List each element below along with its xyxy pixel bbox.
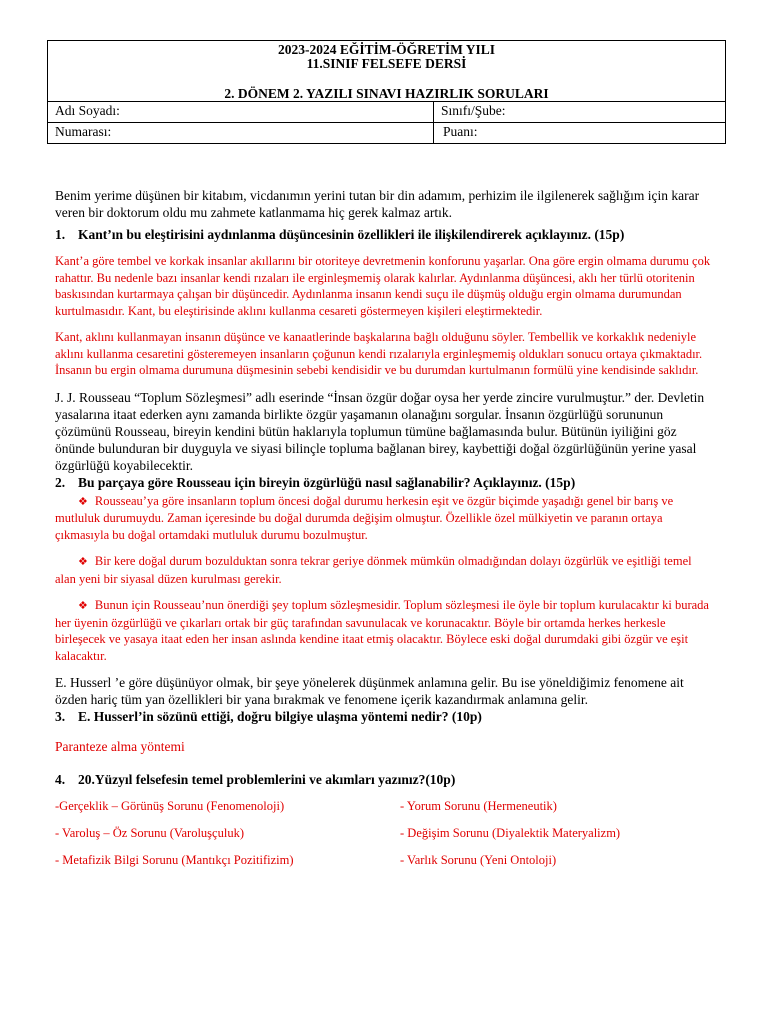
header-row-2 xyxy=(48,122,725,143)
name-field[interactable]: Adı Soyadı: xyxy=(48,102,434,122)
number-field[interactable]: Numarası: xyxy=(48,123,434,143)
question-3 xyxy=(55,708,715,725)
answer-4-row xyxy=(55,825,715,841)
answer-1-paragraph-2: Kant, aklını kullanmayan insanın düşünce ve kanaatlerinde başkalarına bağlı olduğunu söyler. Tembellik ve korkaklık nedeniyle aklını kullanma cesaretini gösteremeyen insanların çoğunun kendi rızalarıyla erginleşmemiş oldukları sonucu ortaya çıkmaktadır. İnsanın bu ergin olmama durumuna düşmesinin sebebi kendisidir ve bu durumdan kurtulmanın formülü yine kendisinde saklıdır. xyxy=(55,330,703,377)
question-4 xyxy=(55,771,715,788)
intro-passage: Benim yerime düşünen bir kitabım, vicdanımın yerini tutan bir din adamım, perhizim ile ilgilenerek sağlığım için karar veren bir doktorum oldu mu zahmete katlanmama hiç gerek kalmaz artık. xyxy=(55,188,700,220)
answer-4-right: - Yorum Sorunu (Hermeneutik) xyxy=(400,798,557,813)
header-table xyxy=(47,40,726,144)
question-1-text: Kant’ın bu eleştirisini aydınlanma düşüncesinin özellikleri ile ilişkilendirerek açıklayınız. (15p) xyxy=(78,227,625,242)
exam-title xyxy=(48,41,725,102)
answer-4-left: -Gerçeklik – Görünüş Sorunu (Fenomenoloji) xyxy=(55,798,285,813)
answer-4-row xyxy=(55,852,715,868)
answer-4-right: - Değişim Sorunu (Diyalektik Materyalizm) xyxy=(400,825,621,840)
question-3-text: E. Husserl’in sözünü ettiği, doğru bilgiye ulaşma yöntemi nedir? (10p) xyxy=(78,709,482,724)
question-1 xyxy=(55,226,715,243)
answer-4-left: - Varoluş – Öz Sorunu (Varoluşçuluk) xyxy=(55,825,244,840)
answer-3: Paranteze alma yöntemi xyxy=(55,739,185,754)
answer-4-row xyxy=(55,798,715,814)
answer-4-left: - Metafizik Bilgi Sorunu (Mantıkçı Pozitifizim) xyxy=(55,852,294,867)
title-course: 11.SINIF FELSEFE DERSİ xyxy=(306,56,467,71)
document-body xyxy=(55,187,715,868)
title-year: 2023-2024 EĞİTİM-ÖĞRETİM YILI xyxy=(277,42,495,57)
question-2-text: Bu parçaya göre Rousseau için bireyin özgürlüğü nasıl sağlanabilir? Açıklayınız. (15p) xyxy=(78,474,576,490)
class-field[interactable]: Sınıfı/Şube: xyxy=(441,103,506,118)
husserl-passage: E. Husserl ’e göre düşünüyor olmak, bir şeye yönelerek düşünmek anlamına gelir. Bu ise yöneldiğimiz fenomene ait özden hariç tüm yan özellikleri bir yana bırakmak ve fenomene içerik kazandırmak anlamına gelir. xyxy=(55,675,684,707)
question-3-number: 3. xyxy=(55,709,66,724)
answer-2-bullet-3: ❖ Bunun için Rousseau’nun önerdiği şey toplum sözleşmesidir. Toplum sözleşmesi ile öyle bir toplum kurulacaktır ki burada her üyenin özgürlüğü ve çıkarları ortak bir güç tarafından savunulacak ve korunacaktır. Böyle bir ortamda herkes herkesle birleşecek ve yasaya itaat eden her insan aslında kendine itaat etmiş olacaktır. Böylece eski doğal durumdaki gibi özgür ve eşit kalacaktır. xyxy=(55,597,715,664)
question-2 xyxy=(55,474,715,491)
answer-2-bullet-1: ❖ Rousseau’ya göre insanların toplum öncesi doğal durumu herkesin eşit ve özgür biçimde yaşadığı genel bir barış ve mutluluk durumuydu. Zaman içeresinde bu doğal durumda değişim olmuştur. Özellikle özel mülkiyetin ve paranın ortaya çıkmasıyla bu doğal ortamdaki mutluluk durumu bozulmuştur. xyxy=(55,493,715,544)
question-4-number: 4. xyxy=(55,771,66,787)
answer-1-paragraph-1: Kant’a göre tembel ve korkak insanlar akıllarını bir otoriteye devretmenin konforunu yaşarlar. Ona göre ergin olmama durumu çok rahattır. Bu nedenle bazı insanlar kendi rızaları ile erginleşmemiş olarak kalırlar. Aydınlanma düşüncesi, aklı her türlü otoritenin baskısından kurtarmaya çalışan bir düşüncedir. Aydınlanma insanın kendi suçu ile düşmüş olduğu ergin olmama durumundan kurtulmasıdır. Kant, bu eleştirisinde aklını kullanma cesareti göstermeyen kişileri eleştirmektedir. xyxy=(55,254,711,318)
question-1-number: 1. xyxy=(55,227,66,242)
question-4-text: 20.Yüzyıl felsefesin temel problemlerini ve akımları yazınız?(10p) xyxy=(78,771,456,787)
header-row-1 xyxy=(48,102,725,122)
question-2-number: 2. xyxy=(55,474,66,490)
answer-4-right: - Varlık Sorunu (Yeni Ontoloji) xyxy=(400,852,557,867)
title-exam: 2. DÖNEM 2. YAZILI SINAVI HAZIRLIK SORULARI xyxy=(224,86,549,101)
score-field[interactable]: Puanı: xyxy=(443,124,478,139)
rousseau-passage: J. J. Rousseau “Toplum Sözleşmesi” adlı eserinde “İnsan özgür doğar oysa her yerde zincire vurulmuştur.” der. Devletin yasalarına itaat ederken aynı zamanda birlikte özgür yaşamanın olanağını sorgular. İnsanın özgürlüğü sorununun çözümünü Rousseau, bireyin kendini bütün haklarıyla toplumun tümüne bağlamasında bulur. Bütünün iyiliğini göz önünde bulunduran bir duyguyla ve siyasi bilinçle topluma bağlanan birey, kaybettiği doğal özgürlüğünün yerine yasal özgürlüğü koyabilecektir. xyxy=(55,389,705,473)
answer-2-bullet-2: ❖ Bir kere doğal durum bozulduktan sonra tekrar geriye dönmek mümkün olmadığından dolayı özgürlük ve eşitliği temel alan yeni bir siyasal düzen kurulması gerekir. xyxy=(55,553,715,587)
